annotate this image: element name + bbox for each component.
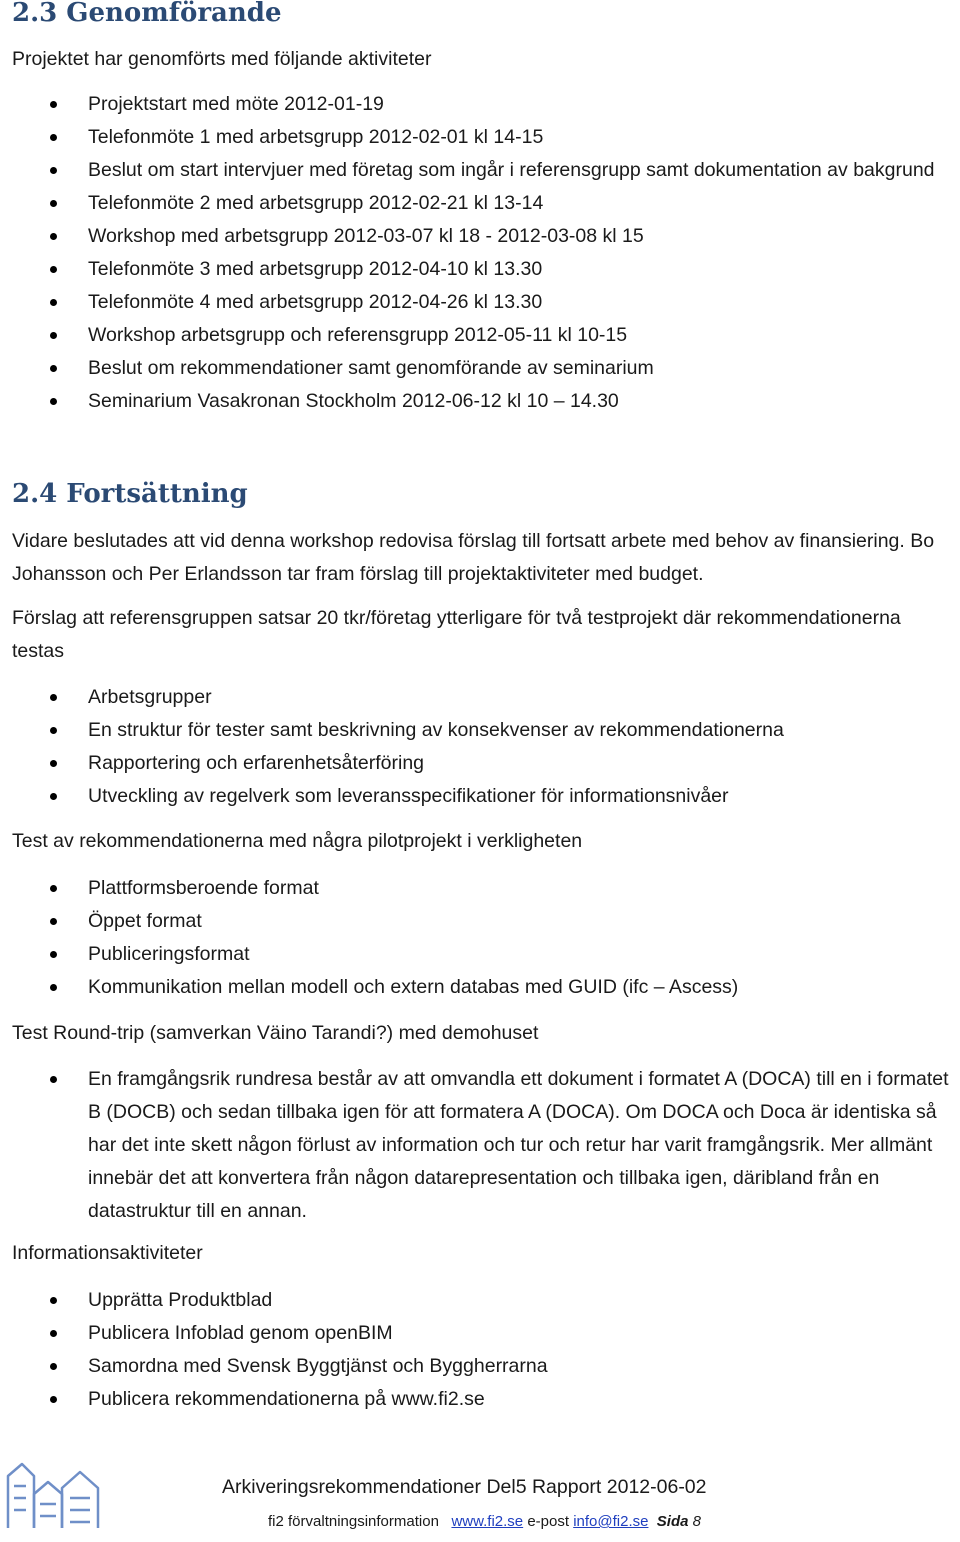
bullet-icon (50, 134, 57, 141)
bullet-icon (50, 200, 57, 207)
footer-title: Arkiveringsrekommendationer Del5 Rapport 2012-06-02 (222, 1476, 707, 1498)
section-heading-fortsattning: 2.4 Fortsättning (12, 479, 248, 509)
bullet-icon (50, 1363, 57, 1370)
bullet-icon (50, 101, 57, 108)
list-item-text: Telefonmöte 2 med arbetsgrupp 2012-02-21 kl 13-14 (88, 192, 544, 214)
list-item (0, 714, 956, 747)
fi2-logo-icon (4, 1458, 112, 1534)
section-heading-genomforande: 2.3 Genomförande (12, 0, 282, 28)
bullet-icon (50, 694, 57, 701)
list-item (0, 971, 956, 1004)
list-item (0, 187, 956, 220)
bullet-icon (50, 918, 57, 925)
list-item-text: Arbetsgrupper (88, 686, 212, 708)
list-item (0, 154, 956, 187)
bullet-icon (50, 365, 57, 372)
bullet-icon (50, 299, 57, 306)
bullet-icon (50, 984, 57, 991)
list-item (0, 1383, 956, 1416)
intro-paragraph: Projektet har genomförts med följande aktiviteter (12, 48, 432, 70)
list-item-text: Samordna med Svensk Byggtjänst och Byggherrarna (88, 1355, 548, 1377)
list-item-text: En struktur för tester samt beskrivning av konsekvenser av rekommendationerna (88, 719, 784, 741)
roundtrip-list (0, 1063, 960, 1228)
list-item-text: Publicera Infoblad genom openBIM (88, 1322, 393, 1344)
info-activities-list (0, 1284, 960, 1416)
bullet-icon (50, 951, 57, 958)
footer-website-link[interactable]: www.fi2.se (451, 1513, 524, 1530)
footer-email-label: e-post (527, 1513, 570, 1530)
forslag-paragraph: Förslag att referensgruppen satsar 20 tkr/företag ytterligare för två testprojekt där rekommendationerna testas (12, 607, 901, 662)
list-item (0, 872, 956, 905)
fortsattning-paragraph: Vidare beslutades att vid denna workshop redovisa förslag till fortsatt arbete med behov av finansiering. Bo Johansson och Per Erlandsson tar fram förslag till projektaktiviteter med budget. (12, 530, 935, 585)
list-item-text: Beslut om rekommendationer samt genomförande av seminarium (88, 357, 654, 379)
list-item-text: Workshop arbetsgrupp och referensgrupp 2012-05-11 kl 10-15 (88, 324, 628, 346)
list-item (0, 780, 956, 813)
list-item (0, 220, 956, 253)
list-item (0, 253, 956, 286)
list-item (0, 1284, 956, 1317)
bullet-icon (50, 793, 57, 800)
bullet-icon (50, 1076, 57, 1083)
bullet-icon (50, 233, 57, 240)
bullet-icon (50, 1396, 57, 1403)
footer-email-link[interactable]: info@fi2.se (573, 1513, 649, 1530)
list-item-text: Workshop med arbetsgrupp 2012-03-07 kl 18 - 2012-03-08 kl 15 (88, 225, 644, 247)
list-item (0, 121, 956, 154)
list-item-text: Projektstart med möte 2012-01-19 (88, 93, 384, 115)
bullet-icon (50, 727, 57, 734)
list-item (0, 747, 956, 780)
list-item-text: Publiceringsformat (88, 943, 250, 965)
bullet-icon (50, 167, 57, 174)
list-item-text: Plattformsberoende format (88, 877, 319, 899)
list-item (0, 1317, 956, 1350)
list-item-text: Upprätta Produktblad (88, 1289, 273, 1311)
list-item-text: Telefonmöte 4 med arbetsgrupp 2012-04-26 kl 13.30 (88, 291, 543, 313)
bullet-icon (50, 1297, 57, 1304)
list-item (0, 938, 956, 971)
forslag-list (0, 681, 960, 813)
footer-org: fi2 förvaltningsinformation (268, 1513, 439, 1530)
bullet-icon (50, 332, 57, 339)
bullet-icon (50, 398, 57, 405)
bullet-icon (50, 266, 57, 273)
list-item (0, 1063, 956, 1228)
footer-page-label: Sida (656, 1513, 689, 1530)
list-item-text: En framgångsrik rundresa består av att omvandla ett dokument i formatet A (DOCA) till en i formatet B (DOCB) och sedan tillbaka igen för att formatera A (DOCA). Om DOCA och Doca är identiska så har det inte skett någon förlust av information och tur och retur har varit framgångsrik. Mer allmänt innebär det att konvertera från någon datarepresentation och tillbaka igen, däribland från en datastruktur till en annan. (88, 1068, 949, 1222)
list-item-text: Utveckling av regelverk som leveransspecifikationer för informationsnivåer (88, 785, 729, 807)
footer-contact (268, 1512, 701, 1532)
list-item-text: Publicera rekommendationerna på www.fi2.se (88, 1388, 485, 1410)
pilot-paragraph: Test av rekommendationerna med några pilotprojekt i verkligheten (12, 830, 583, 852)
info-activities-paragraph: Informationsaktiviteter (12, 1242, 203, 1264)
list-item (0, 88, 956, 121)
pilot-list (0, 872, 960, 1004)
list-item-text: Seminarium Vasakronan Stockholm 2012-06-12 kl 10 – 14.30 (88, 390, 619, 412)
activities-list (0, 88, 960, 418)
list-item (0, 286, 956, 319)
list-item (0, 1350, 956, 1383)
list-item (0, 319, 956, 352)
list-item-text: Kommunikation mellan modell och extern databas med GUID (ifc – Ascess) (88, 976, 739, 998)
list-item-text: Beslut om start intervjuer med företag som ingår i referensgrupp samt dokumentation av bakgrund (88, 159, 935, 181)
list-item-text: Telefonmöte 1 med arbetsgrupp 2012-02-01 kl 14-15 (88, 126, 544, 148)
list-item (0, 681, 956, 714)
list-item-text: Telefonmöte 3 med arbetsgrupp 2012-04-10 kl 13.30 (88, 258, 543, 280)
list-item-text: Rapportering och erfarenhetsåterföring (88, 752, 425, 774)
list-item (0, 385, 956, 418)
roundtrip-paragraph: Test Round-trip (samverkan Väino Tarandi?) med demohuset (12, 1022, 539, 1044)
bullet-icon (50, 1330, 57, 1337)
list-item (0, 905, 956, 938)
footer-page-number: 8 (692, 1513, 701, 1530)
bullet-icon (50, 885, 57, 892)
bullet-icon (50, 760, 57, 767)
list-item-text: Öppet format (88, 910, 202, 932)
list-item (0, 352, 956, 385)
